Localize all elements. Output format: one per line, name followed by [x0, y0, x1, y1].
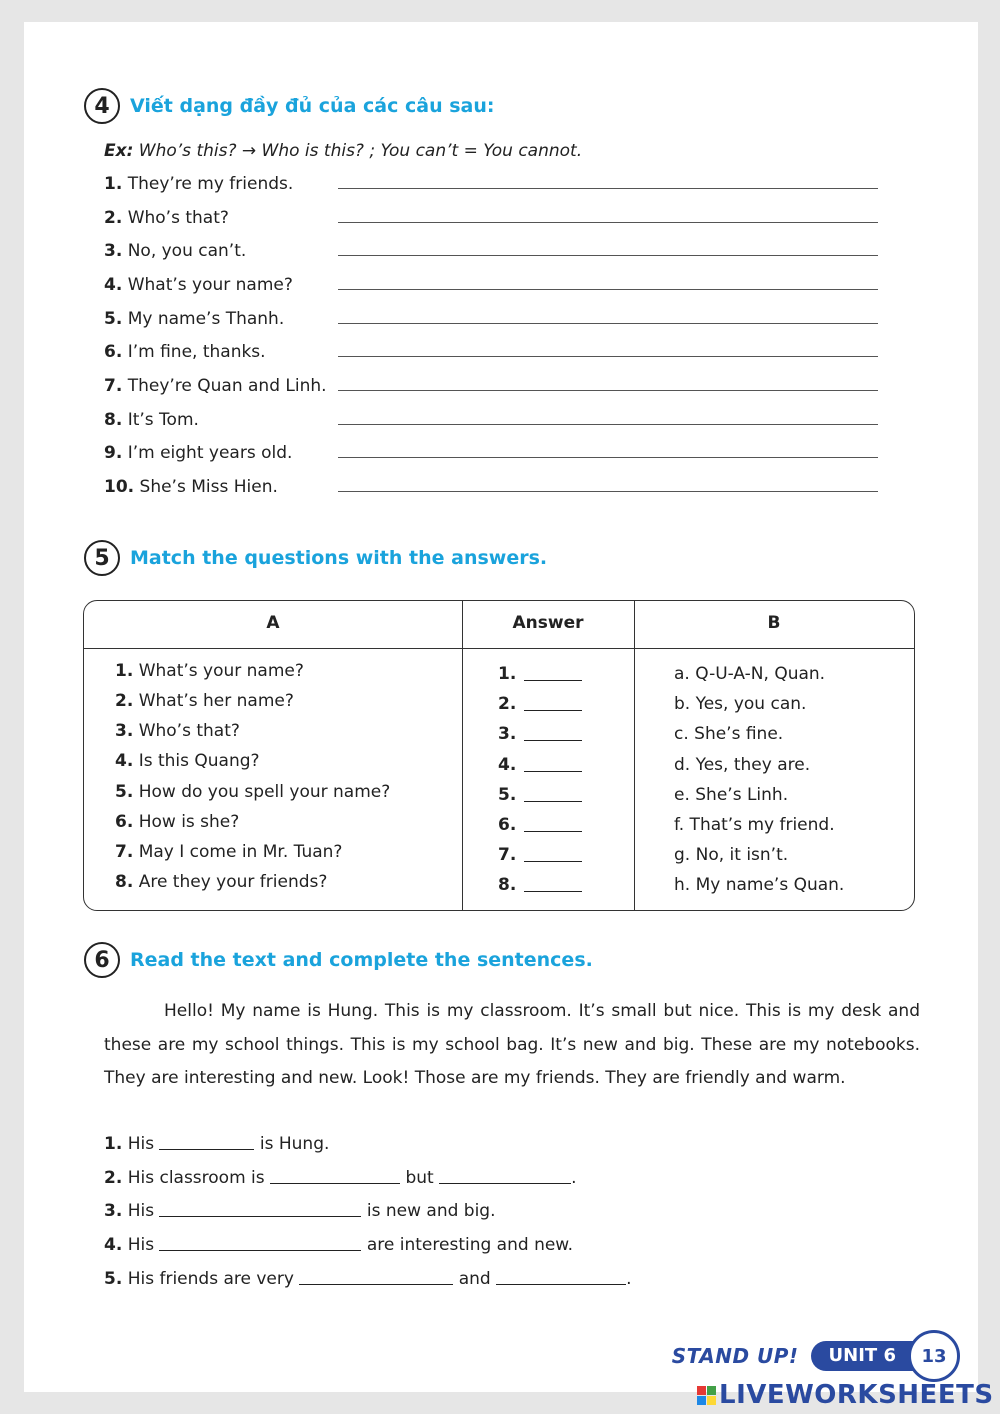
item-number: 4. — [104, 275, 123, 295]
unit-badge: UNIT 6 — [811, 1341, 926, 1371]
section4-item — [104, 410, 199, 430]
logo-square-1 — [697, 1386, 706, 1395]
answer-blank[interactable] — [524, 724, 582, 741]
answer-line[interactable] — [338, 222, 878, 223]
question-text: May I come in Mr. Tuan? — [133, 842, 343, 862]
table-col-divider-2 — [634, 601, 635, 910]
question-text: What’s her name? — [133, 691, 294, 711]
section4-header — [84, 88, 494, 124]
item-text-after: are interesting and new. — [361, 1235, 574, 1255]
fill-blank[interactable] — [159, 1235, 361, 1251]
item-text: What’s your name? — [122, 275, 293, 295]
question-text: What’s your name? — [133, 661, 304, 681]
answer-number: 4. — [498, 755, 517, 775]
section5-number: 5 — [84, 540, 120, 576]
answer-blank[interactable] — [524, 755, 582, 772]
section4-item — [104, 241, 246, 261]
question-item — [115, 872, 327, 892]
answer-slot — [498, 755, 582, 775]
question-item — [115, 812, 239, 832]
item-number: 5. — [104, 1269, 123, 1289]
item-text-before: His — [122, 1201, 160, 1221]
completion-item — [104, 1269, 632, 1289]
watermark-text: LIVEWORKSHEETS — [719, 1380, 994, 1410]
item-text: It’s Tom. — [122, 410, 199, 430]
section4-item — [104, 309, 284, 329]
logo-square-3 — [697, 1396, 706, 1405]
item-number: 2. — [104, 208, 123, 228]
item-text-mid: and — [453, 1269, 497, 1289]
question-number: 2. — [115, 691, 134, 711]
question-item — [115, 782, 390, 802]
answer-blank[interactable] — [524, 694, 582, 711]
item-text-before: His — [122, 1134, 160, 1154]
section4-item — [104, 174, 293, 194]
section6-header — [84, 942, 593, 978]
answer-option: f. That’s my friend. — [674, 815, 835, 835]
item-number: 3. — [104, 1201, 123, 1221]
section4-item — [104, 275, 293, 295]
question-item — [115, 661, 304, 681]
item-number: 4. — [104, 1235, 123, 1255]
item-text-mid: but — [400, 1168, 440, 1188]
item-text-after: . — [571, 1168, 577, 1188]
answer-line[interactable] — [338, 255, 878, 256]
answer-blank[interactable] — [524, 845, 582, 862]
table-header-divider — [84, 648, 914, 649]
fill-blank[interactable] — [439, 1168, 571, 1184]
question-number: 1. — [115, 661, 134, 681]
section4-example — [104, 141, 582, 161]
section4-title: Viết dạng đầy đủ của các câu sau: — [130, 95, 495, 117]
section4-number: 4 — [84, 88, 120, 124]
fill-blank[interactable] — [299, 1269, 453, 1285]
answer-number: 1. — [498, 664, 517, 684]
question-number: 6. — [115, 812, 134, 832]
answer-line[interactable] — [338, 390, 878, 391]
answer-line[interactable] — [338, 424, 878, 425]
answer-slot — [498, 845, 582, 865]
item-number: 9. — [104, 443, 123, 463]
section4-item — [104, 342, 266, 362]
logo-square-2 — [707, 1386, 716, 1395]
answer-line[interactable] — [338, 188, 878, 189]
fill-blank[interactable] — [496, 1269, 626, 1285]
section5-title: Match the questions with the answers. — [130, 547, 548, 569]
header-answer: Answer — [512, 613, 584, 633]
question-text: Are they your friends? — [133, 872, 328, 892]
item-number: 10. — [104, 477, 135, 497]
section4-item — [104, 443, 292, 463]
answer-number: 3. — [498, 724, 517, 744]
item-text-after: is Hung. — [254, 1134, 330, 1154]
liveworksheets-logo-icon — [697, 1386, 716, 1405]
question-text: Who’s that? — [133, 721, 240, 741]
answer-line[interactable] — [338, 323, 878, 324]
header-a: A — [266, 613, 280, 633]
match-table — [83, 600, 915, 911]
answer-option: c. She’s fine. — [674, 724, 784, 744]
answer-blank[interactable] — [524, 785, 582, 802]
item-number: 1. — [104, 1134, 123, 1154]
item-text-after: is new and big. — [361, 1201, 496, 1221]
question-item — [115, 721, 240, 741]
question-number: 3. — [115, 721, 134, 741]
liveworksheets-watermark — [697, 1380, 994, 1410]
answer-slot — [498, 785, 582, 805]
answer-slot — [498, 815, 582, 835]
answer-option: h. My name’s Quan. — [674, 875, 845, 895]
item-text: No, you can’t. — [122, 241, 247, 261]
page-number: 13 — [908, 1330, 960, 1382]
item-text: They’re my friends. — [122, 174, 294, 194]
completion-item — [104, 1201, 496, 1221]
example-label: Ex: — [104, 141, 134, 161]
answer-number: 2. — [498, 694, 517, 714]
section6-title: Read the text and complete the sentences. — [130, 949, 593, 971]
question-number: 7. — [115, 842, 134, 862]
question-number: 4. — [115, 751, 134, 771]
question-item — [115, 751, 260, 771]
fill-blank[interactable] — [159, 1201, 361, 1217]
item-text-after: . — [626, 1269, 632, 1289]
header-b: B — [767, 613, 781, 633]
answer-option: a. Q-U-A-N, Quan. — [674, 664, 826, 684]
item-text-before: His friends are very — [122, 1269, 300, 1289]
item-text: They’re Quan and Linh. — [122, 376, 327, 396]
answer-line[interactable] — [338, 457, 878, 458]
answer-option: b. Yes, you can. — [674, 694, 807, 714]
answer-number: 8. — [498, 875, 517, 895]
section4-item — [104, 376, 327, 396]
answer-number: 6. — [498, 815, 517, 835]
answer-line[interactable] — [338, 491, 878, 492]
item-text: She’s Miss Hien. — [134, 477, 278, 497]
logo-square-4 — [707, 1396, 716, 1405]
answer-slot — [498, 724, 582, 744]
example-text: Who’s this? → Who is this? ; You can’t = You cannot. — [133, 141, 583, 161]
answer-option: e. She’s Linh. — [674, 785, 789, 805]
section5-header — [84, 540, 547, 576]
item-number: 2. — [104, 1168, 123, 1188]
item-text-before: His classroom is — [122, 1168, 271, 1188]
item-number: 5. — [104, 309, 123, 329]
completion-item — [104, 1235, 573, 1255]
answer-number: 7. — [498, 845, 517, 865]
item-text: My name’s Thanh. — [122, 309, 285, 329]
fill-blank[interactable] — [159, 1134, 254, 1150]
question-text: Is this Quang? — [133, 751, 260, 771]
answer-blank[interactable] — [524, 664, 582, 681]
section4-item — [104, 477, 278, 497]
question-number: 5. — [115, 782, 134, 802]
answer-slot — [498, 664, 582, 684]
item-number: 3. — [104, 241, 123, 261]
table-col-divider-1 — [462, 601, 463, 910]
question-item — [115, 842, 342, 862]
answer-slot — [498, 875, 582, 895]
answer-line[interactable] — [338, 356, 878, 357]
item-text: Who’s that? — [122, 208, 229, 228]
answer-slot — [498, 694, 582, 714]
reading-passage: Hello! My name is Hung. This is my classroom. It’s small but nice. This is my desk and these are my school things. This is my school bag. It’s new and big. These are my notebooks. They are interesting and new. Look! Those are my friends. They are friendly and warm. — [104, 1001, 920, 1088]
completion-item — [104, 1168, 577, 1188]
question-text: How do you spell your name? — [133, 782, 391, 802]
item-number: 1. — [104, 174, 123, 194]
page-footer — [672, 1330, 960, 1382]
item-number: 8. — [104, 410, 123, 430]
answer-number: 5. — [498, 785, 517, 805]
answer-blank[interactable] — [524, 815, 582, 832]
item-text: I’m eight years old. — [122, 443, 293, 463]
item-text: I’m fine, thanks. — [122, 342, 266, 362]
section6-number: 6 — [84, 942, 120, 978]
answer-blank[interactable] — [524, 875, 582, 892]
question-text: How is she? — [133, 812, 240, 832]
answer-option: g. No, it isn’t. — [674, 845, 789, 865]
answer-line[interactable] — [338, 289, 878, 290]
question-item — [115, 691, 294, 711]
item-text-before: His — [122, 1235, 160, 1255]
completion-item — [104, 1134, 329, 1154]
item-number: 6. — [104, 342, 123, 362]
question-number: 8. — [115, 872, 134, 892]
item-number: 7. — [104, 376, 123, 396]
brand-label: STAND UP! — [671, 1344, 799, 1368]
answer-option: d. Yes, they are. — [674, 755, 811, 775]
fill-blank[interactable] — [270, 1168, 400, 1184]
section4-item — [104, 208, 229, 228]
